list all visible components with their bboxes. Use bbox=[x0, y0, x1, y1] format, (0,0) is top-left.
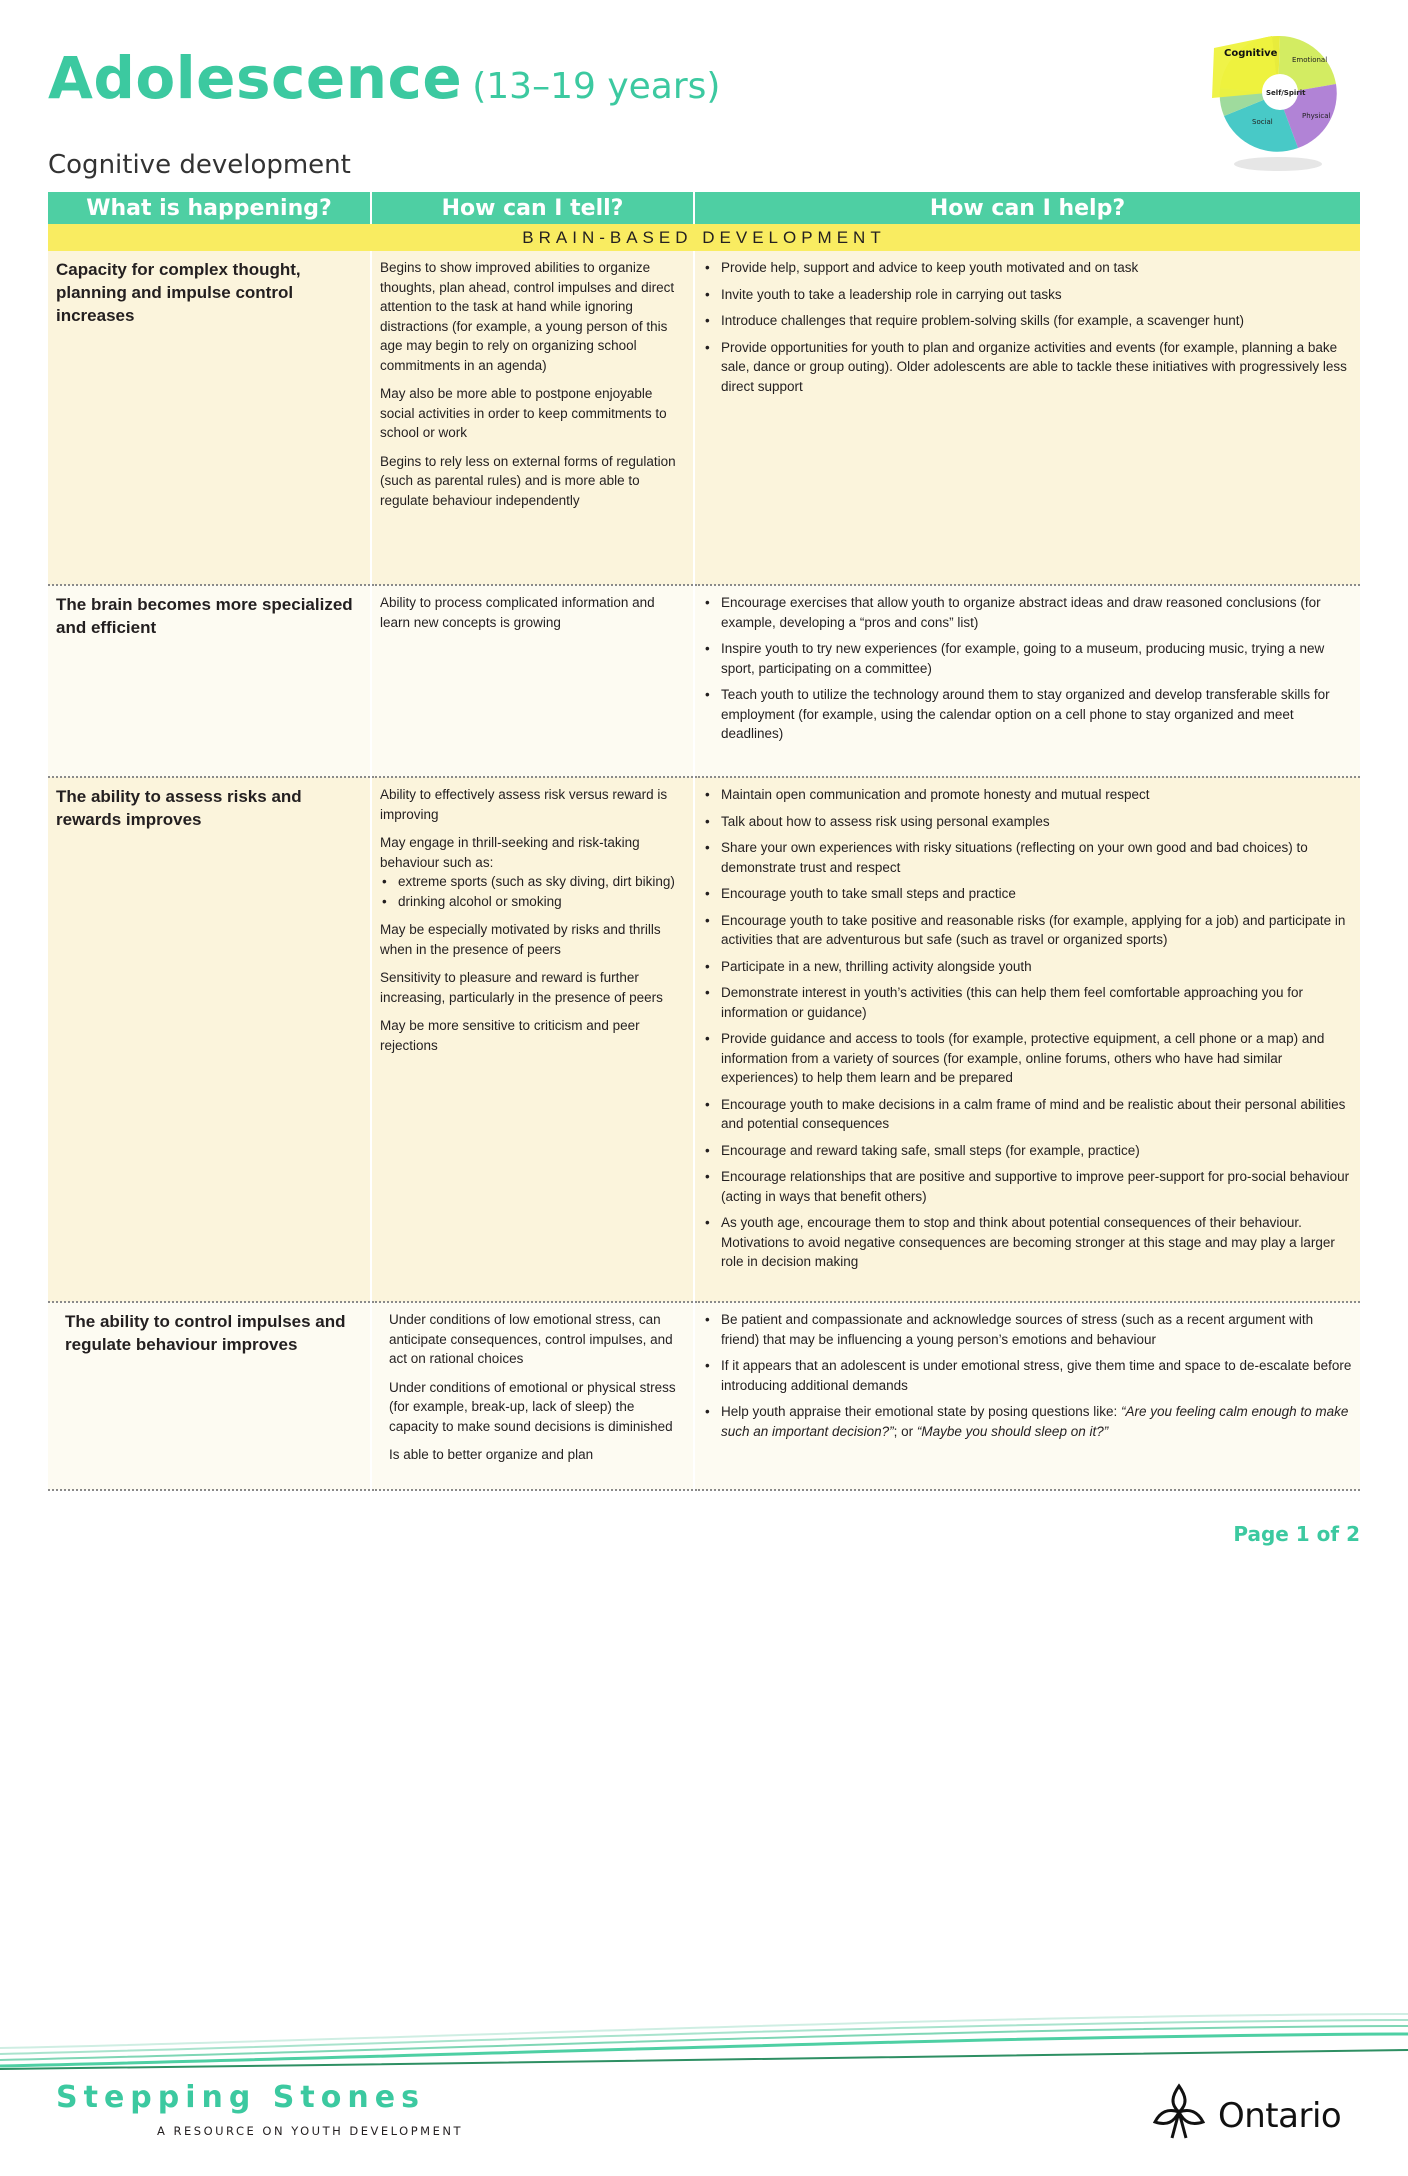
help-item: • Maintain open communication and promote honesty and mutual respect bbox=[703, 785, 1352, 805]
help-item: • Participate in a new, thrilling activity alongside youth bbox=[703, 957, 1352, 977]
tell-cell bbox=[371, 1302, 694, 1490]
tell-cell bbox=[371, 777, 694, 1302]
wheel-label-physical: Physical bbox=[1302, 112, 1331, 120]
tell-text: Begins to show improved abilities to organize thoughts, plan ahead, control impulses and direct attention to the task at hand while ignoring distractions (for example, a young person of this age may begin to rely on organizing school commitments in an agenda) bbox=[380, 260, 675, 373]
tell-text: Under conditions of low emotional stress, can anticipate consequences, control impulses, and act on rational choices bbox=[389, 1312, 673, 1366]
tell-cell bbox=[371, 585, 694, 777]
tell-text: Begins to rely less on external forms of regulation (such as parental rules) and is more able to regulate behaviour independently bbox=[380, 453, 676, 508]
development-table bbox=[48, 192, 1360, 1491]
ontario-wordmark: Ontario bbox=[1218, 2096, 1342, 2136]
trillium-logo-icon bbox=[1152, 2082, 1206, 2142]
brand-name: Stepping Stones bbox=[56, 2080, 425, 2115]
page-number: Page 1 of 2 bbox=[1233, 1522, 1360, 1546]
help-item-text: Help youth appraise their emotional state by posing questions like: bbox=[721, 1404, 1121, 1419]
tell-text: Ability to process complicated information and learn new concepts is growing bbox=[380, 595, 655, 630]
tell-cell bbox=[371, 251, 694, 585]
help-cell bbox=[694, 585, 1360, 777]
help-item: • Talk about how to assess risk using personal examples bbox=[703, 812, 1352, 832]
column-header-tell: How can I tell? bbox=[371, 192, 694, 224]
what-cell: The ability to assess risks and rewards improves bbox=[48, 777, 371, 1302]
table-row bbox=[48, 1302, 1360, 1490]
help-item: • Be patient and compassionate and acknowledge sources of stress (such as a recent argument with friend) that may be influencing a young person’s emotions and behaviour bbox=[703, 1310, 1352, 1349]
tell-bullet: • extreme sports (such as sky diving, dirt biking) bbox=[380, 872, 685, 892]
help-item: • As youth age, encourage them to stop and think about potential consequences of their behaviour. Motivations to avoid negative consequences are becoming stronger at this stage and may play a larger role in decision making bbox=[703, 1213, 1352, 1272]
what-cell: The ability to control impulses and regulate behaviour improves bbox=[48, 1302, 371, 1490]
tell-text: May engage in thrill-seeking and risk-taking behaviour such as: bbox=[380, 835, 640, 870]
tell-text: May also be more able to postpone enjoyable social activities in order to keep commitments to school or work bbox=[380, 386, 667, 440]
wheel-label-emotional: Emotional bbox=[1292, 56, 1328, 64]
help-item: • Teach youth to utilize the technology around them to stay organized and develop transferable skills for employment (for example, using the calendar option on a cell phone to stay organized and meet deadlines) bbox=[703, 685, 1352, 744]
help-item: • Share your own experiences with risky situations (reflecting on your own good and bad choices) to demonstrate trust and respect bbox=[703, 838, 1352, 877]
section-title: Cognitive development bbox=[48, 150, 351, 180]
page-title bbox=[48, 44, 720, 112]
wheel-label-cognitive: Cognitive bbox=[1224, 48, 1278, 59]
help-item: • Provide opportunities for youth to plan and organize activities and events (for example, planning a bake sale, dance or group outing). Older adolescents are able to tackle these initiatives with progressively less direct support bbox=[703, 338, 1352, 397]
what-cell: Capacity for complex thought, planning and impulse control increases bbox=[48, 251, 371, 585]
help-item: • Encourage relationships that are positive and supportive to improve peer-support for pro-social behaviour (acting in ways that benefit others) bbox=[703, 1167, 1352, 1206]
help-item: • Introduce challenges that require problem-solving skills (for example, a scavenger hunt) bbox=[703, 311, 1352, 331]
help-item: • Encourage youth to take positive and reasonable risks (for example, applying for a job) and participate in activities that are adventurous but safe (such as travel or organized sports) bbox=[703, 911, 1352, 950]
development-wheel-icon bbox=[1210, 26, 1346, 176]
help-cell bbox=[694, 251, 1360, 585]
help-item: • Demonstrate interest in youth’s activities (this can help them feel comfortable approaching you for information or guidance) bbox=[703, 983, 1352, 1022]
help-item: • If it appears that an adolescent is under emotional stress, give them time and space to de-escalate before introducing additional demands bbox=[703, 1356, 1352, 1395]
tell-text: May be especially motivated by risks and thrills when in the presence of peers bbox=[380, 922, 661, 957]
footer-wave-lines bbox=[0, 2010, 1408, 2070]
tell-text: Under conditions of emotional or physical stress (for example, break-up, lack of sleep) the capacity to make sound decisions is diminished bbox=[389, 1379, 676, 1434]
help-cell bbox=[694, 777, 1360, 1302]
section-band: BRAIN-BASED DEVELOPMENT bbox=[48, 224, 1360, 251]
help-item bbox=[703, 1402, 1352, 1441]
help-item: • Encourage and reward taking safe, small steps (for example, practice) bbox=[703, 1141, 1352, 1161]
help-item-question: “Maybe you should sleep on it?” bbox=[916, 1423, 1109, 1439]
help-item-question: “Are you feeling calm enough to make such an important decision?” bbox=[721, 1404, 1349, 1439]
table-row bbox=[48, 251, 1360, 585]
column-header-help: How can I help? bbox=[694, 192, 1360, 224]
help-item: • Encourage youth to make decisions in a calm frame of mind and be realistic about their personal abilities and potential consequences bbox=[703, 1095, 1352, 1134]
help-item: • Encourage youth to take small steps and practice bbox=[703, 884, 1352, 904]
title-age-range: (13–19 years) bbox=[472, 66, 721, 107]
wheel-label-self: Self/Spirit bbox=[1266, 89, 1306, 97]
tell-text: Is able to better organize and plan bbox=[389, 1447, 594, 1462]
table-row bbox=[48, 777, 1360, 1302]
what-cell: The brain becomes more specialized and efficient bbox=[48, 585, 371, 777]
help-item: • Inspire youth to try new experiences (for example, going to a museum, producing music, trying a new sport, participating on a committee) bbox=[703, 639, 1352, 678]
help-item-text: ; or bbox=[893, 1423, 917, 1439]
help-item: • Invite youth to take a leadership role in carrying out tasks bbox=[703, 285, 1352, 305]
tell-text: May be more sensitive to criticism and peer rejections bbox=[380, 1018, 640, 1053]
help-item: • Provide help, support and advice to keep youth motivated and on task bbox=[703, 258, 1352, 278]
table-row bbox=[48, 585, 1360, 777]
help-item: • Provide guidance and access to tools (for example, protective equipment, a cell phone or a map) and information from a variety of sources (for example, online forums, others who have had similar experiences) to help them learn and be prepared bbox=[703, 1029, 1352, 1088]
tell-bullet: • drinking alcohol or smoking bbox=[380, 892, 685, 912]
brand-tagline: A RESOURCE ON YOUTH DEVELOPMENT bbox=[157, 2124, 463, 2138]
help-cell bbox=[694, 1302, 1360, 1490]
title-main: Adolescence bbox=[48, 44, 463, 112]
tell-text: Ability to effectively assess risk versus reward is improving bbox=[380, 787, 668, 822]
help-item: • Encourage exercises that allow youth to organize abstract ideas and draw reasoned conclusions (for example, developing a “pros and cons” list) bbox=[703, 593, 1352, 632]
wheel-label-social: Social bbox=[1252, 118, 1273, 126]
tell-text: Sensitivity to pleasure and reward is further increasing, particularly in the presence of peers bbox=[380, 970, 663, 1005]
column-header-what: What is happening? bbox=[48, 192, 371, 224]
